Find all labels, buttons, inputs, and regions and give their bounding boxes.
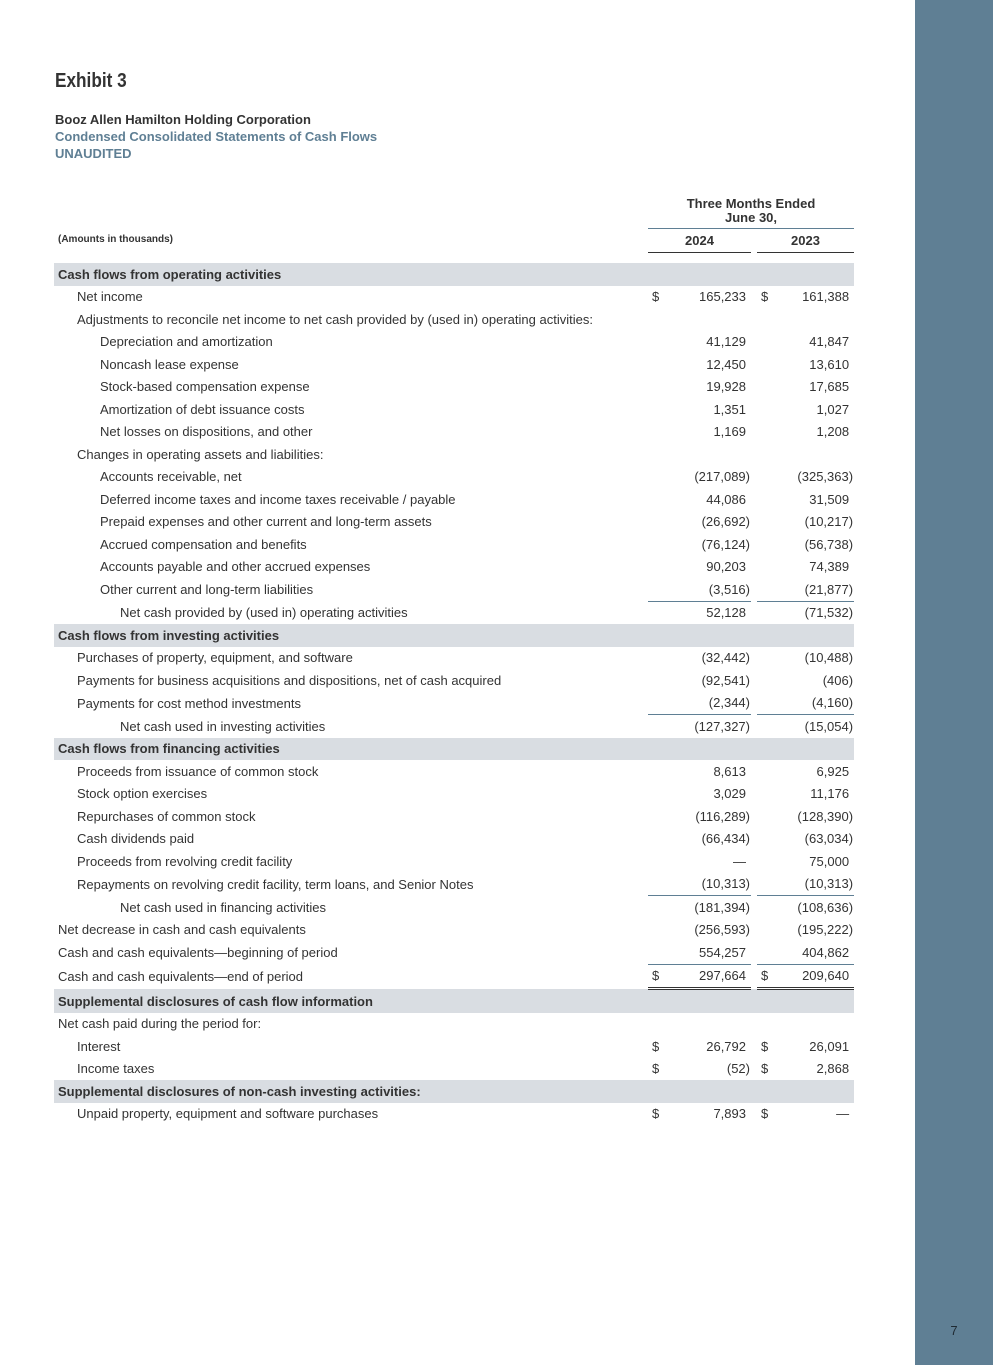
year-2024-header: 2024 (685, 233, 714, 248)
currency-2023 (757, 443, 769, 466)
value-2023: (10,313) (804, 876, 854, 892)
currency-2024 (648, 376, 660, 399)
value-2024: (2,344) (708, 695, 750, 711)
value-2023: (10,217) (804, 514, 854, 530)
value-2023: 75,000 (809, 853, 850, 869)
currency-2024 (648, 556, 660, 579)
value-2024: 7,893 (713, 1106, 746, 1122)
row-label: Accrued compensation and benefits (100, 536, 307, 552)
currency-2024 (648, 443, 660, 466)
currency-2023 (757, 760, 769, 783)
value-2024: 165,233 (699, 289, 746, 305)
value-2023 (769, 443, 854, 466)
currency-2024 (648, 805, 660, 828)
section-header (54, 989, 854, 1013)
table-row (54, 466, 854, 489)
value-2024: 52,128 (660, 601, 751, 624)
period-header-line2: June 30, (724, 210, 778, 225)
period-header-line1: Three Months Ended (686, 196, 816, 211)
table-row (54, 488, 854, 511)
row-label: Net decrease in cash and cash equivalents (58, 922, 306, 938)
currency-2024 (648, 488, 660, 511)
value-2024: (76,124) (701, 536, 750, 552)
row-label: Net cash used in investing activities (120, 718, 326, 734)
row-label: Deferred income taxes and income taxes receivable / payable (100, 491, 456, 507)
currency-2023 (757, 601, 769, 624)
table-row (54, 556, 854, 579)
value-2024: 19,928 (706, 379, 746, 395)
table-row (54, 896, 854, 919)
table-row (54, 919, 854, 942)
value-2024: (66,434) (701, 831, 750, 847)
table-row (54, 533, 854, 556)
row-label: Accounts payable and other accrued expenses (100, 559, 371, 575)
currency-2024 (648, 669, 660, 692)
table-row (54, 443, 854, 466)
period-rule (648, 228, 854, 229)
currency-2023: $ (761, 1061, 769, 1077)
value-2024: (116,289) (695, 808, 750, 824)
table-row (54, 286, 854, 309)
row-label: Cash and cash equivalents—end of period (58, 968, 303, 984)
currency-2023 (757, 353, 769, 376)
table-row (54, 783, 854, 806)
row-label: Net income (77, 289, 143, 305)
value-2024: (26,692) (701, 514, 750, 530)
value-2024 (660, 308, 751, 331)
table-row (54, 376, 854, 399)
row-label: Cash dividends paid (77, 831, 195, 847)
statement-title: Condensed Consolidated Statements of Cash Flows (55, 129, 378, 144)
year-rule-2024 (648, 252, 751, 253)
currency-2024 (648, 873, 660, 896)
currency-2023 (757, 850, 769, 873)
exhibit-title: Exhibit 3 (55, 70, 127, 92)
currency-2023 (757, 466, 769, 489)
value-2023: (71,532) (769, 601, 854, 624)
currency-2024 (648, 1013, 660, 1036)
table-row (54, 692, 854, 715)
currency-2023 (757, 669, 769, 692)
currency-2023 (757, 488, 769, 511)
row-label: Net cash used in financing activities (120, 899, 326, 915)
row-label: Amortization of debt issuance costs (100, 401, 305, 417)
currency-2024: $ (652, 1038, 660, 1054)
value-2024: 1,351 (713, 401, 746, 417)
year-2023-header: 2023 (791, 233, 820, 248)
amounts-note: (Amounts in thousands) (58, 234, 173, 245)
section-header-label: Cash flows from investing activities (54, 624, 854, 647)
currency-2023: $ (761, 1106, 769, 1122)
section-header-label: Cash flows from financing activities (54, 738, 854, 761)
section-header-label: Supplemental disclosures of cash flow information (54, 989, 854, 1013)
currency-2023 (757, 919, 769, 942)
currency-2023 (757, 376, 769, 399)
value-2023: (10,488) (804, 650, 854, 666)
currency-2024 (648, 601, 660, 624)
value-2023: (56,738) (804, 536, 854, 552)
value-2023: 41,847 (809, 334, 850, 350)
value-2023: 26,091 (809, 1038, 850, 1054)
currency-2023 (757, 511, 769, 534)
currency-2023 (757, 805, 769, 828)
currency-2023 (757, 1013, 769, 1036)
table-row (54, 647, 854, 670)
value-2023: 209,640 (769, 964, 854, 989)
currency-2024: $ (652, 1106, 660, 1122)
section-header (54, 263, 854, 286)
table-row (54, 353, 854, 376)
table-row (54, 308, 854, 331)
currency-2024 (648, 466, 660, 489)
table-row (54, 421, 854, 444)
table-row (54, 805, 854, 828)
currency-2023 (757, 578, 769, 601)
value-2023: 74,389 (809, 559, 850, 575)
value-2024: 90,203 (706, 559, 746, 575)
currency-2023 (757, 398, 769, 421)
currency-2024: $ (652, 1061, 660, 1077)
currency-2023: $ (761, 289, 769, 305)
value-2023: (325,363) (797, 469, 854, 485)
value-2024: (92,541) (701, 672, 750, 688)
value-2023 (769, 308, 854, 331)
row-label: Adjustments to reconcile net income to net cash provided by (used in) operating activities: (77, 311, 593, 327)
value-2023: 13,610 (809, 356, 850, 372)
value-2024: 12,450 (706, 356, 746, 372)
currency-2024 (648, 896, 660, 919)
currency-2024 (648, 760, 660, 783)
row-label: Depreciation and amortization (100, 334, 273, 350)
value-2023: 6,925 (816, 763, 850, 779)
value-2024: (127,327) (660, 715, 751, 738)
table-row (54, 873, 854, 896)
value-2023: 17,685 (809, 379, 850, 395)
currency-2023 (757, 941, 769, 964)
value-2024: 297,664 (660, 964, 751, 989)
table-row (54, 828, 854, 851)
currency-2024: $ (648, 964, 660, 989)
table-row (54, 760, 854, 783)
value-2024: (181,394) (660, 896, 751, 919)
row-label: Unpaid property, equipment and software purchases (77, 1106, 379, 1122)
row-label: Cash and cash equivalents—beginning of period (58, 945, 338, 960)
currency-2024 (648, 828, 660, 851)
table-row (54, 1058, 854, 1081)
currency-2024 (648, 421, 660, 444)
cash-flow-table-body (54, 263, 854, 1125)
table-row (54, 398, 854, 421)
row-label: Stock-based compensation expense (100, 379, 310, 395)
currency-2024 (648, 578, 660, 601)
currency-2023 (757, 896, 769, 919)
value-2024: (52) (726, 1061, 750, 1077)
currency-2024 (648, 692, 660, 715)
value-2024: (3,516) (708, 581, 750, 597)
currency-2023: $ (757, 964, 769, 989)
currency-2023 (757, 308, 769, 331)
currency-2024: $ (652, 289, 660, 305)
section-header-label: Cash flows from operating activities (54, 263, 854, 286)
table-row (54, 964, 854, 989)
table-row (54, 1013, 854, 1036)
table-row (54, 715, 854, 738)
unaudited-label: UNAUDITED (55, 146, 132, 161)
table-row (54, 601, 854, 624)
table-row (54, 850, 854, 873)
currency-2023 (757, 331, 769, 354)
currency-2024 (648, 398, 660, 421)
currency-2024 (648, 331, 660, 354)
row-label: Payments for cost method investments (77, 695, 301, 711)
row-label: Proceeds from revolving credit facility (77, 853, 293, 869)
row-label: Noncash lease expense (100, 356, 239, 372)
value-2023: (406) (822, 672, 854, 688)
table-row (54, 331, 854, 354)
row-label: Net cash paid during the period for: (58, 1016, 262, 1032)
row-label: Repurchases of common stock (77, 808, 256, 824)
row-label: Net losses on dispositions, and other (100, 424, 313, 440)
currency-2024 (648, 353, 660, 376)
sidebar-band (915, 0, 993, 1365)
row-label: Stock option exercises (77, 786, 208, 802)
value-2023: (4,160) (811, 695, 854, 711)
value-2024 (660, 1013, 751, 1036)
company-name: Booz Allen Hamilton Holding Corporation (55, 112, 311, 127)
currency-2024 (648, 533, 660, 556)
value-2023: (108,636) (769, 896, 854, 919)
value-2023: (15,054) (769, 715, 854, 738)
value-2023: (128,390) (797, 808, 854, 824)
row-label: Accounts receivable, net (100, 469, 242, 485)
row-label: Interest (77, 1038, 121, 1054)
currency-2023 (757, 692, 769, 715)
value-2024: 44,086 (706, 491, 746, 507)
value-2024: (32,442) (701, 650, 750, 666)
value-2023: 1,208 (816, 424, 850, 440)
value-2024: 554,257 (699, 944, 746, 960)
value-2023: 31,509 (809, 491, 850, 507)
row-label: Income taxes (77, 1061, 155, 1077)
table-row (54, 941, 854, 964)
value-2024: — (733, 853, 746, 869)
row-label: Net cash provided by (used in) operating activities (120, 605, 408, 620)
section-header (54, 624, 854, 647)
table-row (54, 1035, 854, 1058)
table-row (54, 511, 854, 534)
row-label: Prepaid expenses and other current and long-term assets (100, 514, 432, 530)
currency-2023 (757, 783, 769, 806)
year-rule-2023 (757, 252, 854, 253)
value-2023 (769, 1013, 854, 1036)
value-2024: (217,089) (694, 469, 750, 485)
value-2023: (63,034) (804, 831, 854, 847)
currency-2023 (757, 533, 769, 556)
value-2023: (21,877) (804, 581, 854, 597)
page-number: 7 (950, 1323, 958, 1338)
currency-2023: $ (761, 1038, 769, 1054)
currency-2024 (648, 783, 660, 806)
currency-2023 (757, 647, 769, 670)
value-2024: 1,169 (713, 424, 746, 440)
period-header (648, 197, 854, 225)
currency-2023 (757, 421, 769, 444)
value-2023: 11,176 (810, 786, 850, 802)
row-label: Repayments on revolving credit facility, term loans, and Senior Notes (77, 876, 474, 892)
table-row (54, 1103, 854, 1126)
currency-2023 (757, 828, 769, 851)
row-label: Proceeds from issuance of common stock (77, 763, 319, 779)
row-label: Purchases of property, equipment, and software (77, 650, 353, 666)
currency-2024 (648, 919, 660, 942)
currency-2024 (648, 511, 660, 534)
value-2023: 161,388 (802, 289, 850, 305)
currency-2024 (648, 850, 660, 873)
currency-2023 (757, 556, 769, 579)
section-header (54, 738, 854, 761)
value-2023: 2,868 (816, 1061, 850, 1077)
table-row (54, 669, 854, 692)
value-2023: — (836, 1106, 850, 1122)
row-label: Other current and long-term liabilities (100, 582, 314, 597)
value-2024: 26,792 (706, 1038, 746, 1054)
value-2023: 404,862 (802, 944, 850, 960)
currency-2024 (648, 647, 660, 670)
value-2024: 8,613 (713, 763, 746, 779)
value-2024: (10,313) (701, 876, 750, 892)
currency-2024 (648, 308, 660, 331)
value-2024: (256,593) (694, 922, 750, 938)
row-label: Payments for business acquisitions and dispositions, net of cash acquired (77, 672, 502, 688)
section-header (54, 1080, 854, 1103)
value-2024: 3,029 (713, 786, 746, 802)
currency-2023 (757, 715, 769, 738)
currency-2024 (648, 715, 660, 738)
table-row (54, 578, 854, 601)
currency-2024 (648, 941, 660, 964)
value-2023: 1,027 (816, 401, 850, 417)
cash-flow-table (54, 263, 854, 1125)
value-2023: (195,222) (797, 922, 854, 938)
row-label: Changes in operating assets and liabilities: (77, 446, 324, 462)
section-header-label: Supplemental disclosures of non-cash investing activities: (54, 1080, 854, 1103)
value-2024: 41,129 (706, 334, 746, 350)
value-2024 (660, 443, 751, 466)
currency-2023 (757, 873, 769, 896)
